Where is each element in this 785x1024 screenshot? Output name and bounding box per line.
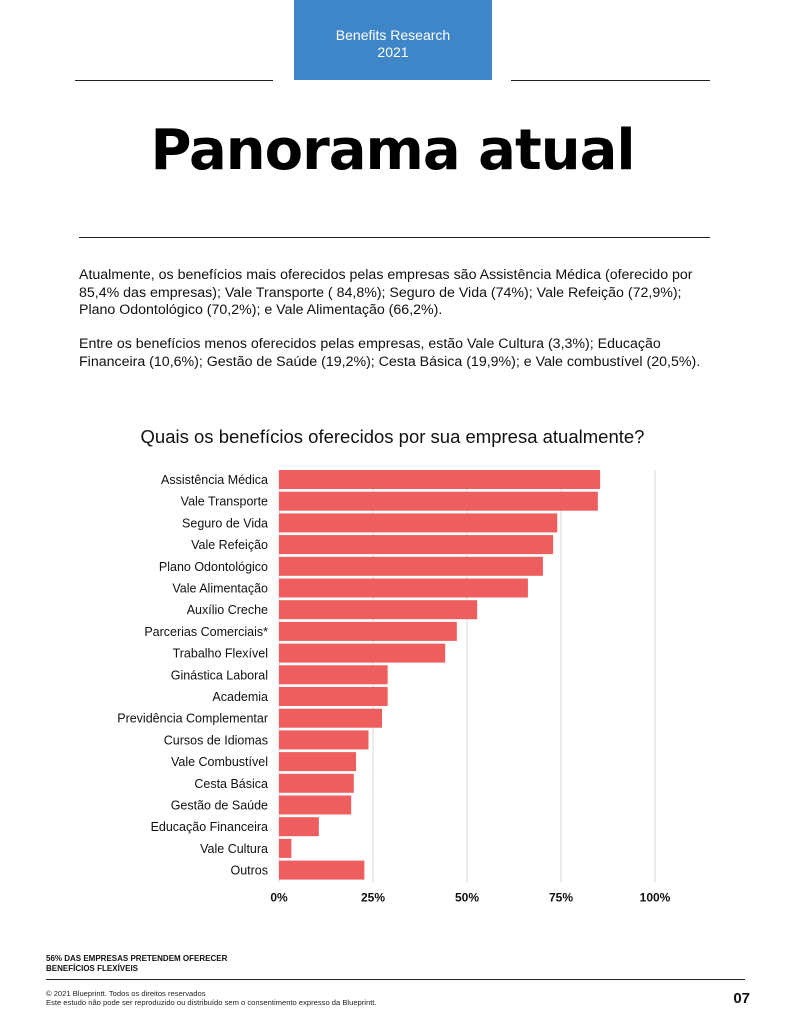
category-label: Ginástica Laboral	[170, 668, 268, 683]
bar	[279, 600, 477, 619]
bars	[279, 470, 600, 880]
category-label: Vale Transporte	[180, 494, 268, 509]
page-number: 07	[733, 990, 750, 1007]
category-label: Vale Cultura	[200, 841, 268, 856]
bar	[279, 535, 553, 554]
x-tick-label: 75%	[548, 890, 574, 905]
bar	[279, 513, 557, 532]
category-label: Auxílio Creche	[186, 603, 268, 618]
bar	[279, 839, 291, 858]
intro-paragraph-1: Atualmente, os benefícios mais oferecidos pelas empresas são Assistência Médica (oferecido por 85,4% das empresas); Vale Transporte ( 84,8%); Seguro de Vida (74%); Vale Refeição (72,9%); Plano Odontológico (70,2%); e Vale Alimentação (66,2%).	[79, 267, 693, 318]
bar	[279, 687, 388, 706]
x-tick-label: 0%	[270, 890, 288, 905]
bar-chart	[0, 460, 785, 910]
page-title: Panorama atual	[150, 118, 635, 183]
x-tick-label: 50%	[454, 890, 480, 905]
bar	[279, 796, 351, 815]
bar	[279, 557, 543, 576]
bar	[279, 644, 445, 663]
category-label: Plano Odontológico	[158, 559, 268, 574]
title-rule	[79, 237, 710, 238]
category-label: Gestão de Saúde	[170, 798, 268, 813]
chart-title: Quais os benefícios oferecidos por sua empresa atualmente?	[140, 426, 645, 447]
bar	[279, 817, 319, 836]
x-tick-label: 100%	[639, 890, 671, 905]
bar	[279, 752, 356, 771]
category-label: Vale Refeição	[191, 538, 268, 553]
category-label: Trabalho Flexível	[172, 646, 268, 661]
intro-paragraph-2: Entre os benefícios menos oferecidos pelas empresas, estão Vale Cultura (3,3%); Educação Financeira (10,6%); Gestão de Saúde (19,2%); Cesta Básica (19,9%); e Vale combustível (20,5%).	[79, 336, 701, 370]
copyright-line-1: © 2021 Blueprintt. Todos os direitos reservados	[46, 989, 206, 998]
bar	[279, 774, 354, 793]
category-label: Seguro de Vida	[182, 516, 268, 531]
category-label: Educação Financeira	[150, 820, 268, 835]
bar	[279, 579, 528, 598]
bar	[279, 492, 598, 511]
footer-note	[46, 954, 227, 974]
category-label: Vale Combustível	[170, 755, 268, 770]
category-label: Vale Alimentação	[172, 581, 268, 596]
bar	[279, 861, 364, 880]
bar	[279, 470, 600, 489]
category-label: Academia	[212, 690, 268, 704]
category-label: Assistência Médica	[161, 473, 268, 487]
badge-title: Benefits Research	[335, 27, 451, 43]
bar	[279, 665, 388, 684]
category-label: Previdência Complementar	[117, 711, 268, 726]
category-label: Parcerias Comerciais*	[144, 624, 268, 639]
bar	[279, 730, 368, 749]
footer-rule	[46, 979, 745, 980]
copyright-line-2: Este estudo não pode ser reproduzido ou distribuído sem o consentimento expresso da Blueprintt.	[46, 998, 377, 1007]
header-badge	[294, 0, 492, 80]
category-label: Cesta Básica	[194, 776, 268, 791]
category-labels	[117, 473, 268, 878]
category-label: Cursos de Idiomas	[163, 733, 268, 748]
footer-note-line-2: BENEFÍCIOS FLEXÍVEIS	[46, 964, 139, 973]
bar	[279, 709, 382, 728]
footer-note-line-1: 56% DAS EMPRESAS PRETENDEM OFERECER	[46, 954, 228, 963]
x-tick-label: 25%	[360, 890, 386, 905]
header-rule-left	[75, 80, 273, 81]
badge-year: 2021	[377, 44, 409, 60]
x-tick-labels	[270, 890, 670, 904]
header-rule-right	[511, 80, 710, 81]
bar	[279, 622, 457, 641]
category-label: Outros	[230, 863, 268, 878]
